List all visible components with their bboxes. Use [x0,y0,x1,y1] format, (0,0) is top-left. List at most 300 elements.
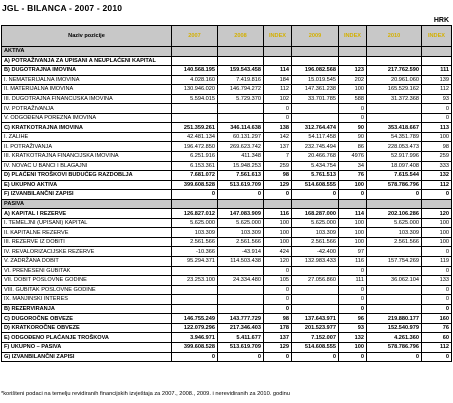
row-value [218,304,264,314]
row-value: 137 [264,333,292,343]
row-value [292,104,339,114]
row-value: 0 [422,352,452,362]
row-value: 120 [422,209,452,219]
row-value: 312.764.474 [292,123,339,133]
row-value [218,295,264,305]
table-row [2,237,452,247]
table-row [2,66,452,76]
row-value: 202 [339,75,367,85]
table-row [2,209,452,219]
table-row [2,123,452,133]
row-value: 139 [422,75,452,85]
row-value: 411.348 [218,152,264,162]
row-label: B) DUGOTRAJNA IMOVINA [2,66,172,76]
row-value: 0 [422,104,452,114]
row-label: A) KAPITAL I REZERVE [2,209,172,219]
row-value: 97 [339,247,367,257]
row-value: 20.961.060 [367,75,422,85]
row-value: 100 [264,228,292,238]
row-label: I. NEMATERIJALNA IMOVINA [2,75,172,85]
row-value: 0 [422,295,452,305]
section-row [2,47,452,57]
row-label: IV. REVALORIZACIJSKE REZERVE [2,247,172,257]
row-value: 76 [339,171,367,181]
row-value: 3.946.971 [172,333,218,343]
row-value [264,56,292,66]
row-value: 98 [264,171,292,181]
row-value: 588 [339,94,367,104]
table-row [2,247,452,257]
row-label: D) PLAĆENI TROŠKOVI BUDUĆEG RAZDOBLJA [2,171,172,181]
row-value: 0 [264,104,292,114]
row-value: 0 [422,113,452,123]
row-value [367,285,422,295]
row-value: 132.983.433 [292,257,339,267]
row-value [292,266,339,276]
row-value: 7.561.613 [218,171,264,181]
row-value: 100 [264,237,292,247]
row-value [367,247,422,257]
row-value: 5.625.000 [172,218,218,228]
table-row [2,56,452,66]
row-value: 178 [264,323,292,333]
table-row [2,161,452,171]
row-value: 111 [339,276,367,286]
row-value: 7.152.007 [292,333,339,343]
row-value: 119 [422,257,452,267]
row-value: 0 [422,190,452,200]
col-header-index-2009: INDEX [339,26,367,47]
row-value: 15.948.253 [218,161,264,171]
row-value: 98 [422,142,452,152]
row-value: 42.481.134 [172,132,218,142]
row-value: 353.418.667 [367,123,422,133]
table-row [2,257,452,267]
row-value: 0 [339,190,367,200]
row-value: 95.294.371 [172,257,218,267]
row-label: II. POTRAŽIVANJA [2,142,172,152]
row-value: 424 [264,247,292,257]
row-value [292,56,339,66]
row-label: IX. MANJINSKI INTERES [2,295,172,305]
row-value: 165.529.162 [367,85,422,95]
row-value: 2.561.566 [172,237,218,247]
row-value: -10.366 [172,247,218,257]
row-value: 578.786.796 [367,342,422,352]
row-value [172,266,218,276]
row-value: 0 [264,113,292,123]
row-value: 102 [264,94,292,104]
row-value [367,47,422,57]
row-value: 217.762.590 [367,66,422,76]
row-label: PASIVA [2,199,172,209]
row-value [422,56,452,66]
row-value: 232.745.494 [292,142,339,152]
row-value: 0 [218,190,264,200]
row-value: 5.729.370 [218,94,264,104]
row-value: 146.755.249 [172,314,218,324]
row-value: 0 [339,352,367,362]
row-value: 0 [422,285,452,295]
row-value: 4.028.160 [172,75,218,85]
row-value [292,47,339,57]
row-value: 399.608.528 [172,342,218,352]
row-value: 126.827.012 [172,209,218,219]
row-value: 76 [422,323,452,333]
row-value: 20.466.768 [292,152,339,162]
row-value: 132 [422,171,452,181]
row-value: 132 [339,333,367,343]
row-value: 152.540.979 [367,323,422,333]
table-row [2,228,452,238]
row-value: 15.019.545 [292,75,339,85]
row-value: 0 [292,352,339,362]
table-row [2,352,452,362]
row-value [292,295,339,305]
table-row [2,304,452,314]
col-header-index-2010: INDEX [422,26,452,47]
row-value: 217.346.403 [218,323,264,333]
col-header-2008: 2008 [218,26,264,47]
row-value: 7.419.816 [218,75,264,85]
row-value: 31.372.368 [367,94,422,104]
row-value [422,199,452,209]
row-value [367,104,422,114]
table-row [2,171,452,181]
row-value [172,304,218,314]
row-value [339,56,367,66]
row-value [218,266,264,276]
row-value: 578.786.796 [367,180,422,190]
currency-label: HRK [433,17,449,24]
table-row [2,323,452,333]
row-value: 5.411.677 [218,333,264,343]
row-value: 36.062.104 [367,276,422,286]
row-value: 98 [264,314,292,324]
row-label: II. MATERIJALNA IMOVINA [2,85,172,95]
row-value [172,113,218,123]
row-value: 184 [264,75,292,85]
row-value [292,199,339,209]
table-row [2,85,452,95]
row-value: 27.056.860 [292,276,339,286]
row-value: 196.472.850 [172,142,218,152]
row-label: F) IZVANBILANČNI ZAPISI [2,190,172,200]
row-value: 114.503.438 [218,257,264,267]
table-row [2,342,452,352]
row-value: 201.523.977 [292,323,339,333]
row-label: VII. DOBIT POSLOVNE GODINE [2,276,172,286]
row-value: 228.053.473 [367,142,422,152]
row-value: 333 [422,161,452,171]
row-value: 0 [264,304,292,314]
table-row [2,180,452,190]
table-row [2,285,452,295]
row-label: I. TEMELJNI (UPISANI) KAPITAL [2,218,172,228]
row-value: 100 [339,85,367,95]
row-value: 54.117.458 [292,132,339,142]
row-value: 7.615.544 [367,171,422,181]
row-value [264,47,292,57]
row-value: 0 [264,285,292,295]
row-value: 269.623.742 [218,142,264,152]
row-value [339,47,367,57]
table-row [2,295,452,305]
row-value: 0 [422,266,452,276]
table-row [2,218,452,228]
row-value: 60 [422,333,452,343]
row-value: 24.334.480 [218,276,264,286]
row-value [172,295,218,305]
row-label: I. ZALIHE [2,132,172,142]
row-value: -43.914 [218,247,264,257]
row-value: 5.434.754 [292,161,339,171]
table-row [2,75,452,85]
table-row [2,333,452,343]
row-value: 159.543.458 [218,66,264,76]
row-value: 113 [422,123,452,133]
row-value: 93 [422,94,452,104]
row-value: 90 [339,132,367,142]
row-label: V. ODGOĐENA POREZNA IMOVINA [2,113,172,123]
row-value: 0 [292,190,339,200]
row-value: 202.106.286 [367,209,422,219]
row-value: 513.619.709 [218,180,264,190]
row-value: 114 [264,66,292,76]
row-value: 100 [422,218,452,228]
row-value: 6.153.361 [172,161,218,171]
row-value: 5.761.513 [292,171,339,181]
row-value: 112 [422,85,452,95]
row-value: 514.608.555 [292,180,339,190]
report-title: JGL - BILANCA - 2007 - 2010 [2,3,123,13]
row-value [367,266,422,276]
row-value [218,285,264,295]
row-value: 7 [264,152,292,162]
row-value: 160 [422,314,452,324]
col-header-2009: 2009 [292,26,339,47]
row-value: 103.309 [292,228,339,238]
row-value: 93 [339,323,367,333]
row-value: 0 [264,295,292,305]
row-value: 143.777.729 [218,314,264,324]
row-label: A) POTRAŽIVANJA ZA UPISANI A NEUPLAĆENI KAPITAL [2,56,172,66]
row-value: 18.097.408 [367,161,422,171]
col-header-2010: 2010 [367,26,422,47]
row-value: 399.608.528 [172,180,218,190]
row-value [422,47,452,57]
row-value: 513.619.709 [218,342,264,352]
row-value: 133 [422,276,452,286]
row-value: 105 [264,276,292,286]
col-header-index-2008: INDEX [264,26,292,47]
row-label: F) UKUPNO – PASIVA [2,342,172,352]
row-value: 90 [339,123,367,133]
row-value: 100 [339,218,367,228]
row-value [172,285,218,295]
row-label: B) REZERVIRANJA [2,304,172,314]
row-value: 96 [339,314,367,324]
col-header-2007: 2007 [172,26,218,47]
row-value: 112 [264,85,292,95]
row-value: 0 [367,352,422,362]
row-value: 7.681.072 [172,171,218,181]
table-row [2,104,452,114]
row-value: -42.400 [292,247,339,257]
row-value: 0 [172,352,218,362]
table-header-row [2,26,452,47]
row-value: 0 [422,304,452,314]
row-value [367,295,422,305]
row-value: 147.361.238 [292,85,339,95]
row-value: 0 [339,266,367,276]
row-value: 0 [339,285,367,295]
row-value: 514.608.555 [292,342,339,352]
row-value [172,104,218,114]
row-value [218,104,264,114]
row-value: 100 [339,237,367,247]
row-value: 123 [339,66,367,76]
row-value: 129 [264,342,292,352]
row-value [172,199,218,209]
row-value: 0 [264,266,292,276]
row-label: III. DUGOTRAJNA FINANCIJSKA IMOVINA [2,94,172,104]
row-value: 86 [339,142,367,152]
row-value [367,199,422,209]
row-label: G) IZVANBILANČNI ZAPISI [2,352,172,362]
row-value [292,113,339,123]
balance-sheet-table [1,25,452,362]
row-value: 196.082.568 [292,66,339,76]
row-value: 54.351.789 [367,132,422,142]
row-value: 100 [264,218,292,228]
table-row [2,94,452,104]
row-value: 130.946.020 [172,85,218,95]
table-row [2,113,452,123]
row-label: VI. PRENESENI GUBITAK [2,266,172,276]
table-row [2,190,452,200]
row-label: VIII. GUBITAK POSLOVNE GODINE [2,285,172,295]
row-value: 0 [264,190,292,200]
row-value: 116 [339,257,367,267]
row-value [292,304,339,314]
row-label: D) KRATKOROČNE OBVEZE [2,323,172,333]
row-label: II. KAPITALNE REZERVE [2,228,172,238]
row-value [367,113,422,123]
row-value: 112 [422,342,452,352]
footnote: *korišteni podaci na temelju revidiranih financijskih izvještaja za 2007., 2008., 2009. i nerevidiranih za 2010. godinu [1,391,290,397]
row-value: 0 [339,113,367,123]
row-value [218,113,264,123]
row-value [292,285,339,295]
row-value: 122.079.296 [172,323,218,333]
table-body [2,47,452,362]
row-label: E) UKUPNO AKTIVA [2,180,172,190]
row-value: 0 [264,352,292,362]
col-header-name: Naziv pozicije [2,26,172,47]
row-value [367,304,422,314]
row-value: 34 [339,161,367,171]
row-value: 111 [422,66,452,76]
row-value: 6.251.916 [172,152,218,162]
row-value: 157.754.269 [367,257,422,267]
row-value: 4.261.360 [367,333,422,343]
row-value [218,199,264,209]
row-value: 140.568.195 [172,66,218,76]
row-value: 100 [422,132,452,142]
row-value: 60.131.297 [218,132,264,142]
row-value: 142 [264,132,292,142]
row-value: 0 [339,104,367,114]
row-label: AKTIVA [2,47,172,57]
table-row [2,314,452,324]
row-value: 5.625.000 [367,218,422,228]
row-label: V. ZADRŽANA DOBIT [2,257,172,267]
row-value: 2.561.566 [218,237,264,247]
row-value: 4976 [339,152,367,162]
row-value [264,199,292,209]
row-value [367,56,422,66]
row-value: 0 [422,247,452,257]
row-value: 100 [422,228,452,238]
row-value: 114 [339,209,367,219]
row-value: 5.625.000 [292,218,339,228]
row-label: IV. NOVAC U BANCI I BLAGAJNI [2,161,172,171]
row-label: C) DUGOROČNE OBVEZE [2,314,172,324]
row-value: 5.594.015 [172,94,218,104]
row-value: 0 [339,304,367,314]
row-value: 2.561.566 [367,237,422,247]
row-value: 346.114.638 [218,123,264,133]
row-value: 100 [339,342,367,352]
row-value: 33.701.785 [292,94,339,104]
row-value: 0 [172,190,218,200]
table-row [2,276,452,286]
row-value: 0 [367,190,422,200]
row-value: 100 [339,228,367,238]
row-value: 103.309 [367,228,422,238]
row-label: III. REZERVE IZ DOBITI [2,237,172,247]
row-value [218,56,264,66]
table-row [2,142,452,152]
row-value: 116 [264,209,292,219]
row-value: 219.880.177 [367,314,422,324]
row-value: 0 [218,352,264,362]
row-value: 52.917.996 [367,152,422,162]
row-value: 251.359.261 [172,123,218,133]
section-row [2,199,452,209]
row-value: 168.287.000 [292,209,339,219]
row-label: IV. POTRAŽIVANJA [2,104,172,114]
row-label: E) ODGOĐENO PLAĆANJE TROŠKOVA [2,333,172,343]
row-value: 259 [264,161,292,171]
table-row [2,152,452,162]
row-value: 5.625.000 [218,218,264,228]
row-value: 147.083.909 [218,209,264,219]
row-value: 129 [264,180,292,190]
row-value: 103.309 [218,228,264,238]
row-value: 100 [339,180,367,190]
table-row [2,132,452,142]
row-label: C) KRATKOTRAJNA IMOVINA [2,123,172,133]
row-value: 100 [422,237,452,247]
table-row [2,266,452,276]
row-value: 0 [339,295,367,305]
row-value: 23.253.100 [172,276,218,286]
row-value [172,47,218,57]
row-value: 120 [264,257,292,267]
row-value: 146.794.272 [218,85,264,95]
